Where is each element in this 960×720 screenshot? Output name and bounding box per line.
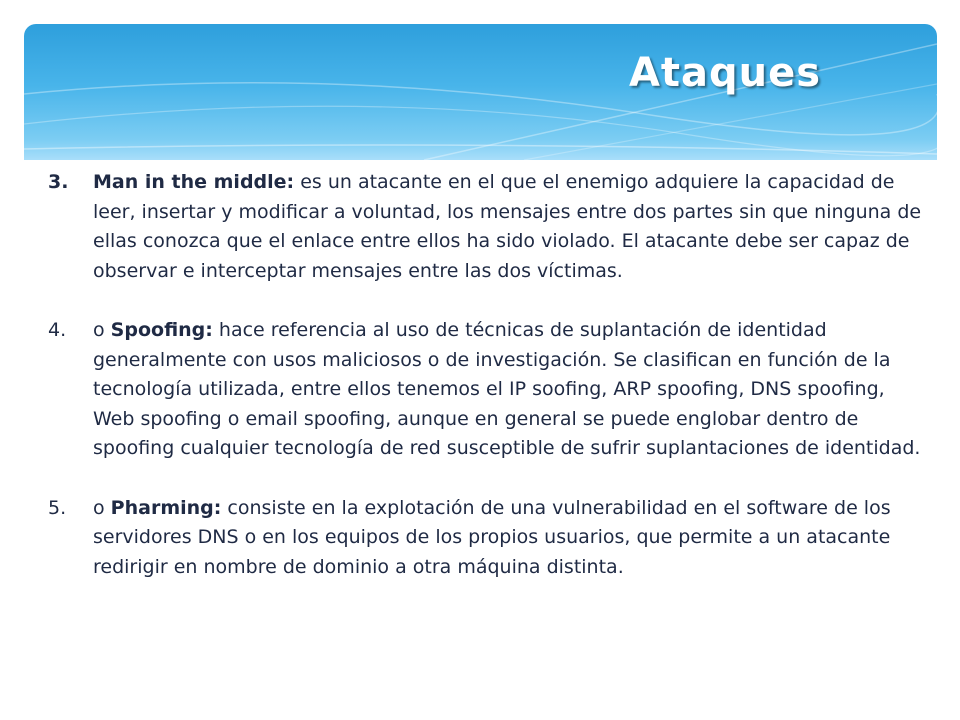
item-text: consiste en la explotación de una vulnerabilidad en el software de los servidores DNS o en los equipos de los propios usuarios, que permite a un atacante redirigir en nombre de dominio a otra máquina distinta. [93, 496, 891, 578]
item-term: Man in the middle: [93, 171, 295, 193]
item-text: es un atacante en el que el enemigo adquiere la capacidad de leer, insertar y modificar a voluntad, los mensajes entre dos partes sin que ninguna de ellas conozca que el enlace entre ellos ha sido violado. El atacante debe ser capaz de observar e interceptar mensajes entre las dos víctimas. [93, 171, 922, 282]
slide-title: Ataques [628, 50, 822, 96]
item-number: 4. [48, 319, 67, 341]
list-item-pharming [48, 494, 928, 583]
item-term: Pharming: [110, 496, 222, 519]
item-prefix: o [93, 319, 111, 341]
item-prefix: o [93, 496, 111, 519]
list-item-spoofing [48, 316, 928, 464]
list-item-man-in-the-middle [48, 168, 928, 286]
item-number: 3. [48, 171, 69, 193]
item-text: hace referencia al uso de técnicas de suplantación de identidad generalmente con usos maliciosos o de investigación. Se clasifican en función de la tecnología utilizada, entre ellos tenemos el IP soofing, ARP spoofing, DNS spoofing, Web spoofing o email spoofing, aunque en general se puede englobar dentro de spoofing cualquier tecnología de red susceptible de sufrir suplantaciones de identidad. [93, 319, 921, 459]
content-list [48, 168, 928, 612]
item-term: Spoofing: [110, 319, 213, 341]
item-number: 5. [48, 496, 67, 519]
